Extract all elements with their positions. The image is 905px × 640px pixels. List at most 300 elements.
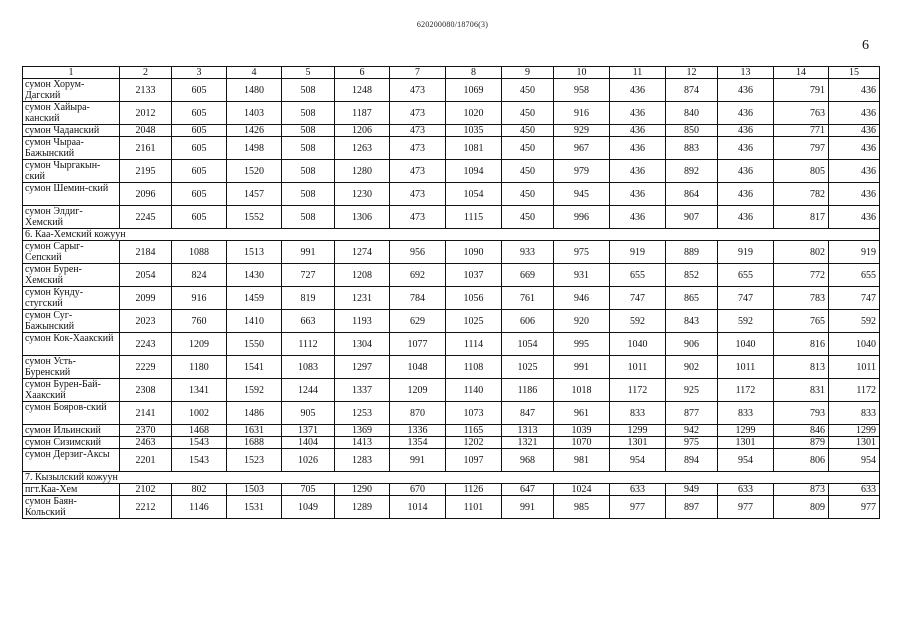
cell-col-10: 946 xyxy=(554,287,610,310)
cell-col-8: 1140 xyxy=(446,379,502,402)
cell-col-4: 1688 xyxy=(227,437,282,449)
cell-col-4: 1541 xyxy=(227,356,282,379)
cell-col-3: 1180 xyxy=(172,356,227,379)
cell-col-9: 1025 xyxy=(502,356,554,379)
cell-col-13: 1172 xyxy=(718,379,774,402)
cell-col-7: 956 xyxy=(390,241,446,264)
cell-col-6: 1230 xyxy=(335,183,390,206)
cell-col-11: 436 xyxy=(610,125,666,137)
table-row xyxy=(23,496,880,519)
settlement-name: сумон Хорум-Дагский xyxy=(23,79,120,102)
table-row xyxy=(23,183,880,206)
cell-col-2: 2184 xyxy=(120,241,172,264)
cell-col-12: 907 xyxy=(666,206,718,229)
column-header-1: 1 xyxy=(23,67,120,79)
cell-col-6: 1280 xyxy=(335,160,390,183)
table-row xyxy=(23,379,880,402)
settlement-name: сумон Хайыра-канский xyxy=(23,102,120,125)
cell-col-9: 450 xyxy=(502,206,554,229)
cell-col-7: 1048 xyxy=(390,356,446,379)
cell-col-2: 2195 xyxy=(120,160,172,183)
column-header-4: 4 xyxy=(227,67,282,79)
cell-col-5: 991 xyxy=(282,241,335,264)
cell-col-10: 916 xyxy=(554,102,610,125)
table-row xyxy=(23,79,880,102)
cell-col-5: 705 xyxy=(282,484,335,496)
cell-col-10: 967 xyxy=(554,137,610,160)
document-code: 620200080/18706(3) xyxy=(416,20,489,29)
cell-col-4: 1486 xyxy=(227,402,282,425)
cell-col-10: 979 xyxy=(554,160,610,183)
cell-col-5: 1083 xyxy=(282,356,335,379)
cell-col-10: 991 xyxy=(554,356,610,379)
table-row xyxy=(23,484,880,496)
cell-col-5: 508 xyxy=(282,137,335,160)
cell-col-14: 846 xyxy=(774,425,829,437)
settlement-name: сумон Шемин-ский xyxy=(23,183,120,206)
cell-col-9: 450 xyxy=(502,160,554,183)
cell-col-7: 473 xyxy=(390,160,446,183)
cell-col-15: 436 xyxy=(829,183,880,206)
column-header-13: 13 xyxy=(718,67,774,79)
settlement-name: сумон Кунду-стугский xyxy=(23,287,120,310)
cell-col-13: 436 xyxy=(718,102,774,125)
cell-col-10: 975 xyxy=(554,241,610,264)
cell-col-4: 1520 xyxy=(227,160,282,183)
cell-col-11: 633 xyxy=(610,484,666,496)
cell-col-6: 1248 xyxy=(335,79,390,102)
cell-col-12: 925 xyxy=(666,379,718,402)
table-row xyxy=(23,333,880,356)
cell-col-5: 1049 xyxy=(282,496,335,519)
cell-col-14: 772 xyxy=(774,264,829,287)
settlement-name: сумон Бурен-Хемский xyxy=(23,264,120,287)
cell-col-10: 995 xyxy=(554,333,610,356)
cell-col-4: 1403 xyxy=(227,102,282,125)
cell-col-9: 606 xyxy=(502,310,554,333)
cell-col-11: 919 xyxy=(610,241,666,264)
table-row xyxy=(23,137,880,160)
cell-col-2: 2212 xyxy=(120,496,172,519)
section-title: 6. Каа-Хемский кожуун xyxy=(23,229,880,241)
cell-col-3: 605 xyxy=(172,183,227,206)
cell-col-11: 1172 xyxy=(610,379,666,402)
settlement-name: сумон Ильинский xyxy=(23,425,120,437)
cell-col-14: 771 xyxy=(774,125,829,137)
cell-col-3: 802 xyxy=(172,484,227,496)
cell-col-13: 436 xyxy=(718,160,774,183)
cell-col-10: 996 xyxy=(554,206,610,229)
cell-col-8: 1126 xyxy=(446,484,502,496)
cell-col-3: 1002 xyxy=(172,402,227,425)
cell-col-11: 747 xyxy=(610,287,666,310)
cell-col-3: 760 xyxy=(172,310,227,333)
cell-col-15: 954 xyxy=(829,449,880,472)
cell-col-7: 1077 xyxy=(390,333,446,356)
cell-col-7: 1354 xyxy=(390,437,446,449)
cell-col-7: 692 xyxy=(390,264,446,287)
cell-col-15: 436 xyxy=(829,206,880,229)
cell-col-11: 436 xyxy=(610,102,666,125)
table-row xyxy=(23,287,880,310)
cell-col-7: 473 xyxy=(390,137,446,160)
cell-col-14: 783 xyxy=(774,287,829,310)
cell-col-13: 1011 xyxy=(718,356,774,379)
cell-col-6: 1304 xyxy=(335,333,390,356)
cell-col-11: 655 xyxy=(610,264,666,287)
cell-col-15: 1172 xyxy=(829,379,880,402)
cell-col-11: 436 xyxy=(610,79,666,102)
cell-col-5: 819 xyxy=(282,287,335,310)
cell-col-3: 1543 xyxy=(172,449,227,472)
cell-col-7: 473 xyxy=(390,183,446,206)
cell-col-14: 805 xyxy=(774,160,829,183)
cell-col-10: 1024 xyxy=(554,484,610,496)
cell-col-6: 1193 xyxy=(335,310,390,333)
cell-col-14: 879 xyxy=(774,437,829,449)
cell-col-3: 824 xyxy=(172,264,227,287)
cell-col-11: 833 xyxy=(610,402,666,425)
cell-col-5: 905 xyxy=(282,402,335,425)
cell-col-8: 1020 xyxy=(446,102,502,125)
data-table xyxy=(22,66,880,519)
settlement-name: сумон Чыраа-Бажынский xyxy=(23,137,120,160)
settlement-name: сумон Элдиг-Хемский xyxy=(23,206,120,229)
settlement-name: сумон Сизимский xyxy=(23,437,120,449)
cell-col-4: 1552 xyxy=(227,206,282,229)
cell-col-13: 977 xyxy=(718,496,774,519)
table-row xyxy=(23,160,880,183)
table-row xyxy=(23,102,880,125)
cell-col-2: 2161 xyxy=(120,137,172,160)
cell-col-6: 1369 xyxy=(335,425,390,437)
cell-col-6: 1263 xyxy=(335,137,390,160)
settlement-name: сумон Дерзиг-Аксы xyxy=(23,449,120,472)
cell-col-4: 1459 xyxy=(227,287,282,310)
cell-col-15: 436 xyxy=(829,160,880,183)
cell-col-15: 833 xyxy=(829,402,880,425)
column-header-6: 6 xyxy=(335,67,390,79)
cell-col-7: 784 xyxy=(390,287,446,310)
cell-col-7: 473 xyxy=(390,206,446,229)
cell-col-10: 1070 xyxy=(554,437,610,449)
table-row xyxy=(23,437,880,449)
cell-col-14: 817 xyxy=(774,206,829,229)
cell-col-3: 605 xyxy=(172,160,227,183)
cell-col-13: 1299 xyxy=(718,425,774,437)
cell-col-12: 949 xyxy=(666,484,718,496)
cell-col-7: 473 xyxy=(390,125,446,137)
cell-col-2: 2229 xyxy=(120,356,172,379)
cell-col-12: 865 xyxy=(666,287,718,310)
settlement-name: сумон Баян-Кольский xyxy=(23,496,120,519)
cell-col-5: 1371 xyxy=(282,425,335,437)
cell-col-7: 473 xyxy=(390,102,446,125)
cell-col-14: 791 xyxy=(774,79,829,102)
cell-col-12: 892 xyxy=(666,160,718,183)
cell-col-13: 436 xyxy=(718,183,774,206)
cell-col-5: 508 xyxy=(282,79,335,102)
cell-col-9: 647 xyxy=(502,484,554,496)
cell-col-10: 931 xyxy=(554,264,610,287)
column-header-7: 7 xyxy=(390,67,446,79)
cell-col-2: 2099 xyxy=(120,287,172,310)
cell-col-8: 1090 xyxy=(446,241,502,264)
cell-col-3: 1468 xyxy=(172,425,227,437)
cell-col-11: 977 xyxy=(610,496,666,519)
cell-col-4: 1631 xyxy=(227,425,282,437)
cell-col-13: 833 xyxy=(718,402,774,425)
cell-col-12: 877 xyxy=(666,402,718,425)
cell-col-7: 1336 xyxy=(390,425,446,437)
cell-col-14: 802 xyxy=(774,241,829,264)
column-header-2: 2 xyxy=(120,67,172,79)
cell-col-2: 2141 xyxy=(120,402,172,425)
cell-col-10: 1039 xyxy=(554,425,610,437)
cell-col-12: 975 xyxy=(666,437,718,449)
cell-col-9: 761 xyxy=(502,287,554,310)
cell-col-10: 985 xyxy=(554,496,610,519)
cell-col-13: 747 xyxy=(718,287,774,310)
cell-col-9: 450 xyxy=(502,102,554,125)
cell-col-10: 981 xyxy=(554,449,610,472)
cell-col-13: 436 xyxy=(718,125,774,137)
data-table-container xyxy=(22,66,879,519)
cell-col-6: 1283 xyxy=(335,449,390,472)
cell-col-5: 508 xyxy=(282,160,335,183)
cell-col-14: 797 xyxy=(774,137,829,160)
table-body xyxy=(23,67,880,519)
page-number: 6 xyxy=(862,38,869,53)
cell-col-10: 945 xyxy=(554,183,610,206)
cell-col-3: 605 xyxy=(172,137,227,160)
cell-col-15: 436 xyxy=(829,79,880,102)
cell-col-11: 436 xyxy=(610,183,666,206)
table-row xyxy=(23,241,880,264)
cell-col-5: 1404 xyxy=(282,437,335,449)
cell-col-8: 1035 xyxy=(446,125,502,137)
cell-col-6: 1231 xyxy=(335,287,390,310)
cell-col-2: 2023 xyxy=(120,310,172,333)
cell-col-4: 1503 xyxy=(227,484,282,496)
cell-col-14: 873 xyxy=(774,484,829,496)
cell-col-8: 1081 xyxy=(446,137,502,160)
table-row xyxy=(23,310,880,333)
cell-col-15: 436 xyxy=(829,125,880,137)
cell-col-11: 436 xyxy=(610,137,666,160)
cell-col-14: 793 xyxy=(774,402,829,425)
cell-col-11: 1011 xyxy=(610,356,666,379)
section-row xyxy=(23,229,880,241)
cell-col-7: 1209 xyxy=(390,379,446,402)
cell-col-12: 906 xyxy=(666,333,718,356)
cell-col-12: 840 xyxy=(666,102,718,125)
cell-col-13: 436 xyxy=(718,137,774,160)
cell-col-2: 2243 xyxy=(120,333,172,356)
cell-col-6: 1306 xyxy=(335,206,390,229)
cell-col-13: 919 xyxy=(718,241,774,264)
cell-col-10: 929 xyxy=(554,125,610,137)
cell-col-10: 1018 xyxy=(554,379,610,402)
cell-col-9: 1321 xyxy=(502,437,554,449)
cell-col-12: 864 xyxy=(666,183,718,206)
cell-col-9: 968 xyxy=(502,449,554,472)
cell-col-6: 1413 xyxy=(335,437,390,449)
cell-col-12: 889 xyxy=(666,241,718,264)
cell-col-14: 806 xyxy=(774,449,829,472)
cell-col-3: 605 xyxy=(172,206,227,229)
settlement-name: пгт.Каа-Хем xyxy=(23,484,120,496)
cell-col-14: 813 xyxy=(774,356,829,379)
cell-col-2: 2102 xyxy=(120,484,172,496)
column-header-12: 12 xyxy=(666,67,718,79)
cell-col-4: 1430 xyxy=(227,264,282,287)
cell-col-9: 847 xyxy=(502,402,554,425)
cell-col-8: 1101 xyxy=(446,496,502,519)
cell-col-6: 1206 xyxy=(335,125,390,137)
cell-col-14: 831 xyxy=(774,379,829,402)
cell-col-7: 991 xyxy=(390,449,446,472)
cell-col-9: 669 xyxy=(502,264,554,287)
cell-col-15: 1301 xyxy=(829,437,880,449)
cell-col-6: 1337 xyxy=(335,379,390,402)
cell-col-2: 2201 xyxy=(120,449,172,472)
cell-col-12: 902 xyxy=(666,356,718,379)
cell-col-9: 1054 xyxy=(502,333,554,356)
cell-col-4: 1523 xyxy=(227,449,282,472)
cell-col-8: 1097 xyxy=(446,449,502,472)
cell-col-2: 2096 xyxy=(120,183,172,206)
cell-col-4: 1531 xyxy=(227,496,282,519)
cell-col-11: 436 xyxy=(610,206,666,229)
cell-col-9: 933 xyxy=(502,241,554,264)
cell-col-4: 1592 xyxy=(227,379,282,402)
settlement-name: сумон Чаданский xyxy=(23,125,120,137)
cell-col-12: 897 xyxy=(666,496,718,519)
cell-col-3: 605 xyxy=(172,79,227,102)
cell-col-7: 629 xyxy=(390,310,446,333)
column-header-14: 14 xyxy=(774,67,829,79)
cell-col-8: 1025 xyxy=(446,310,502,333)
cell-col-5: 1112 xyxy=(282,333,335,356)
cell-col-9: 991 xyxy=(502,496,554,519)
cell-col-4: 1513 xyxy=(227,241,282,264)
table-row xyxy=(23,264,880,287)
cell-col-4: 1426 xyxy=(227,125,282,137)
table-row xyxy=(23,125,880,137)
cell-col-13: 655 xyxy=(718,264,774,287)
cell-col-8: 1115 xyxy=(446,206,502,229)
cell-col-8: 1054 xyxy=(446,183,502,206)
cell-col-8: 1165 xyxy=(446,425,502,437)
cell-col-6: 1297 xyxy=(335,356,390,379)
settlement-name: сумон Кок-Хаакский xyxy=(23,333,120,356)
cell-col-3: 916 xyxy=(172,287,227,310)
cell-col-15: 1011 xyxy=(829,356,880,379)
cell-col-13: 1040 xyxy=(718,333,774,356)
settlement-name: сумон Бояров-ский xyxy=(23,402,120,425)
cell-col-2: 2048 xyxy=(120,125,172,137)
cell-col-13: 592 xyxy=(718,310,774,333)
column-header-15: 15 xyxy=(829,67,880,79)
cell-col-5: 508 xyxy=(282,102,335,125)
cell-col-13: 436 xyxy=(718,206,774,229)
table-row xyxy=(23,356,880,379)
cell-col-2: 2054 xyxy=(120,264,172,287)
cell-col-15: 919 xyxy=(829,241,880,264)
column-header-10: 10 xyxy=(554,67,610,79)
cell-col-12: 942 xyxy=(666,425,718,437)
cell-col-2: 2308 xyxy=(120,379,172,402)
cell-col-15: 1299 xyxy=(829,425,880,437)
cell-col-5: 508 xyxy=(282,125,335,137)
cell-col-4: 1498 xyxy=(227,137,282,160)
cell-col-13: 1301 xyxy=(718,437,774,449)
cell-col-5: 508 xyxy=(282,206,335,229)
cell-col-9: 450 xyxy=(502,137,554,160)
cell-col-12: 894 xyxy=(666,449,718,472)
cell-col-11: 1299 xyxy=(610,425,666,437)
cell-col-3: 605 xyxy=(172,102,227,125)
cell-col-3: 1146 xyxy=(172,496,227,519)
cell-col-8: 1094 xyxy=(446,160,502,183)
cell-col-13: 633 xyxy=(718,484,774,496)
cell-col-9: 1313 xyxy=(502,425,554,437)
cell-col-9: 450 xyxy=(502,125,554,137)
cell-col-3: 1341 xyxy=(172,379,227,402)
cell-col-4: 1410 xyxy=(227,310,282,333)
cell-col-15: 1040 xyxy=(829,333,880,356)
cell-col-9: 450 xyxy=(502,183,554,206)
cell-col-11: 592 xyxy=(610,310,666,333)
cell-col-12: 852 xyxy=(666,264,718,287)
section-row xyxy=(23,472,880,484)
cell-col-7: 870 xyxy=(390,402,446,425)
cell-col-13: 436 xyxy=(718,79,774,102)
cell-col-5: 1026 xyxy=(282,449,335,472)
cell-col-9: 450 xyxy=(502,79,554,102)
cell-col-8: 1114 xyxy=(446,333,502,356)
cell-col-15: 977 xyxy=(829,496,880,519)
column-header-9: 9 xyxy=(502,67,554,79)
cell-col-5: 1244 xyxy=(282,379,335,402)
column-header-3: 3 xyxy=(172,67,227,79)
cell-col-12: 874 xyxy=(666,79,718,102)
cell-col-2: 2463 xyxy=(120,437,172,449)
table-row xyxy=(23,449,880,472)
cell-col-6: 1253 xyxy=(335,402,390,425)
cell-col-9: 1186 xyxy=(502,379,554,402)
column-header-5: 5 xyxy=(282,67,335,79)
cell-col-8: 1069 xyxy=(446,79,502,102)
cell-col-15: 436 xyxy=(829,137,880,160)
cell-col-15: 633 xyxy=(829,484,880,496)
cell-col-15: 436 xyxy=(829,102,880,125)
cell-col-6: 1289 xyxy=(335,496,390,519)
cell-col-6: 1274 xyxy=(335,241,390,264)
settlement-name: сумон Сарыг-Сепский xyxy=(23,241,120,264)
cell-col-8: 1056 xyxy=(446,287,502,310)
cell-col-3: 1088 xyxy=(172,241,227,264)
cell-col-6: 1290 xyxy=(335,484,390,496)
settlement-name: сумон Чыргакын-ский xyxy=(23,160,120,183)
cell-col-10: 920 xyxy=(554,310,610,333)
cell-col-7: 473 xyxy=(390,79,446,102)
cell-col-8: 1073 xyxy=(446,402,502,425)
cell-col-5: 663 xyxy=(282,310,335,333)
cell-col-6: 1187 xyxy=(335,102,390,125)
cell-col-3: 1209 xyxy=(172,333,227,356)
